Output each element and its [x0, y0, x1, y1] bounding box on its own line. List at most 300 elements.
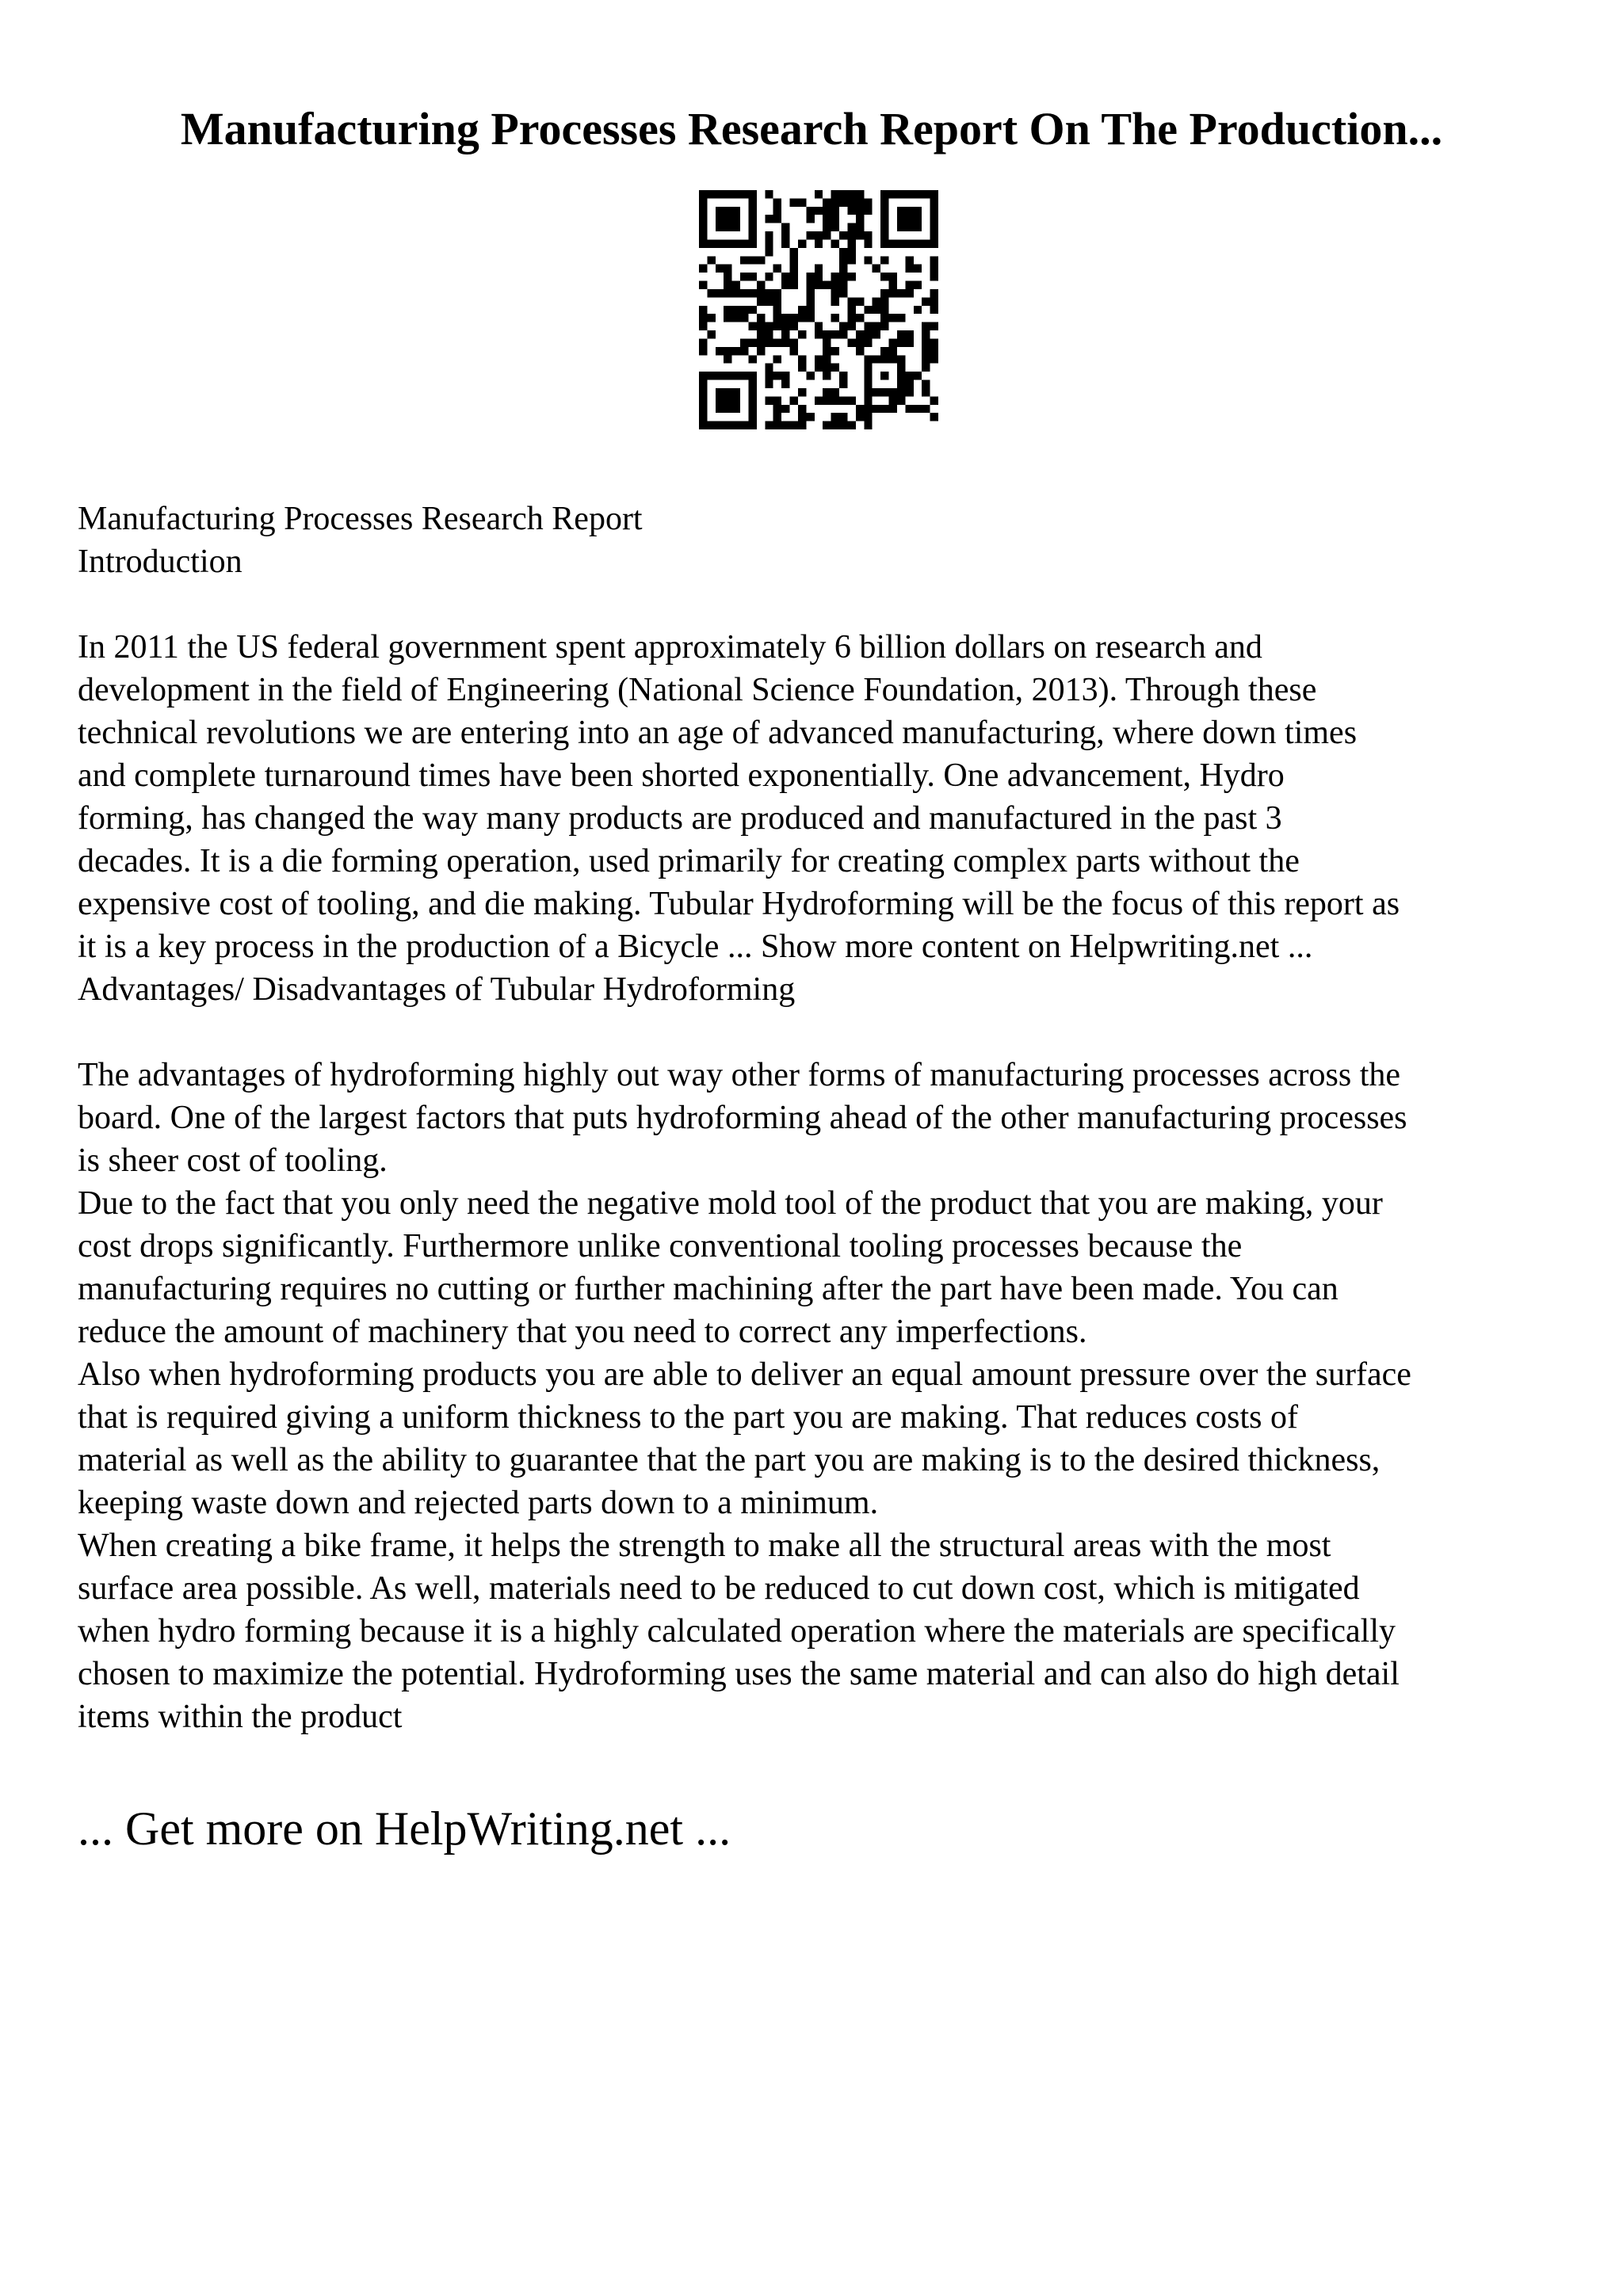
qr-module: [839, 256, 847, 264]
qr-module: [732, 405, 740, 413]
qr-module: [930, 239, 938, 247]
qr-module: [699, 190, 707, 198]
qr-module: [781, 322, 789, 330]
qr-module: [773, 421, 781, 429]
qr-module: [864, 231, 872, 239]
qr-module: [897, 364, 905, 372]
qr-module: [699, 396, 707, 404]
text-line: it is a key process in the production of a Bicycle ... Show more content on Helpwriting.net ...: [78, 929, 1313, 965]
qr-module: [856, 297, 864, 305]
qr-module: [748, 338, 756, 346]
qr-module: [748, 231, 756, 239]
qr-module: [847, 396, 855, 404]
qr-module: [732, 190, 740, 198]
qr-module: [798, 314, 806, 322]
qr-module: [922, 380, 930, 388]
qr-module: [765, 421, 773, 429]
qr-module: [699, 281, 707, 289]
qr-module: [757, 338, 765, 346]
qr-module: [724, 265, 731, 273]
qr-module: [889, 388, 897, 396]
qr-module: [765, 338, 773, 346]
qr-module: [905, 289, 913, 297]
qr-module: [740, 239, 748, 247]
qr-module: [699, 322, 707, 330]
qr-module: [798, 330, 806, 338]
text-line: keeping waste down and rejected parts down to a minimum.: [78, 1485, 879, 1521]
qr-module: [707, 372, 715, 379]
qr-module: [847, 207, 855, 215]
qr-module: [699, 231, 707, 239]
qr-module: [922, 405, 930, 413]
qr-module: [798, 364, 806, 372]
qr-module: [897, 338, 905, 346]
document-title: Manufacturing Processes Research Report On The Production...: [180, 103, 1443, 154]
qr-module: [873, 322, 880, 330]
qr-module: [781, 380, 789, 388]
qr-module: [781, 421, 789, 429]
text-line: manufacturing requires no cutting or further machining after the part have been made. You can: [78, 1271, 1338, 1307]
qr-module: [839, 330, 847, 338]
qr-module: [864, 239, 872, 247]
qr-module: [864, 388, 872, 396]
qr-module: [699, 239, 707, 247]
heading-block: [78, 498, 1560, 583]
qr-module: [806, 289, 814, 297]
qr-module: [815, 190, 823, 198]
text-line: The advantages of hydroforming highly out way other forms of manufacturing processes across the: [78, 1057, 1401, 1093]
qr-module: [897, 223, 905, 231]
qr-module: [716, 396, 724, 404]
qr-module: [748, 207, 756, 215]
qr-module: [740, 256, 748, 264]
qr-module: [847, 190, 855, 198]
qr-module: [732, 396, 740, 404]
qr-module: [880, 388, 888, 396]
qr-module: [798, 306, 806, 314]
qr-module: [765, 273, 773, 280]
qr-module: [905, 265, 913, 273]
qr-module: [905, 388, 913, 396]
qr-module: [773, 322, 781, 330]
qr-module: [864, 306, 872, 314]
qr-module: [757, 322, 765, 330]
qr-module: [724, 273, 731, 280]
qr-module: [740, 190, 748, 198]
qr-module: [831, 413, 839, 421]
qr-module: [757, 256, 765, 264]
qr-module: [889, 281, 897, 289]
qr-module: [748, 322, 756, 330]
qr-module: [748, 405, 756, 413]
qr-module: [889, 396, 897, 404]
qr-module: [765, 239, 773, 247]
document-body: [78, 498, 1560, 1738]
qr-module: [873, 297, 880, 305]
qr-module: [699, 306, 707, 314]
qr-module: [847, 322, 855, 330]
qr-module: [757, 281, 765, 289]
qr-module: [839, 413, 847, 421]
qr-code-icon: [699, 190, 938, 429]
text-line: When creating a bike frame, it helps the strength to make all the structural areas with the most: [78, 1527, 1331, 1564]
qr-module: [724, 372, 731, 379]
qr-module: [781, 231, 789, 239]
qr-module: [897, 330, 905, 338]
qr-module: [922, 388, 930, 396]
qr-module: [707, 239, 715, 247]
qr-module: [724, 421, 731, 429]
qr-module: [905, 223, 913, 231]
qr-module: [699, 405, 707, 413]
qr-module: [823, 372, 831, 379]
qr-module: [880, 231, 888, 239]
qr-module: [839, 231, 847, 239]
qr-module: [748, 273, 756, 280]
qr-module: [905, 405, 913, 413]
text-line: material as well as the ability to guarantee that the part you are making is to the desired thickness,: [78, 1442, 1381, 1478]
qr-module: [781, 239, 789, 247]
qr-module: [699, 347, 707, 355]
qr-module: [905, 256, 913, 264]
qr-module: [930, 306, 938, 314]
qr-module: [707, 330, 715, 338]
qr-module: [773, 355, 781, 363]
qr-module: [914, 239, 922, 247]
qr-module: [847, 297, 855, 305]
qr-module: [790, 273, 798, 280]
qr-module: [856, 338, 864, 346]
qr-module: [765, 297, 773, 305]
qr-module: [930, 338, 938, 346]
qr-module: [823, 355, 831, 363]
qr-module: [823, 281, 831, 289]
qr-module: [757, 289, 765, 297]
qr-module: [806, 297, 814, 305]
text-line: decades. It is a die forming operation, used primarily for creating complex parts without the: [78, 843, 1300, 879]
qr-module: [880, 289, 888, 297]
qr-module: [806, 306, 814, 314]
qr-module: [773, 207, 781, 215]
qr-module: [856, 314, 864, 322]
qr-module: [889, 314, 897, 322]
qr-module: [773, 338, 781, 346]
qr-module: [798, 355, 806, 363]
qr-module: [790, 281, 798, 289]
qr-module: [914, 265, 922, 273]
qr-module: [815, 355, 823, 363]
qr-module: [905, 372, 913, 379]
qr-code-graphic: [699, 190, 938, 429]
qr-module: [864, 380, 872, 388]
qr-module: [732, 281, 740, 289]
qr-module: [790, 396, 798, 404]
qr-module: [905, 330, 913, 338]
qr-module: [773, 372, 781, 379]
qr-module: [699, 413, 707, 421]
qr-module: [823, 215, 831, 223]
qr-module: [930, 297, 938, 305]
qr-module: [707, 289, 715, 297]
qr-module: [880, 347, 888, 355]
qr-module: [856, 223, 864, 231]
qr-module: [922, 322, 930, 330]
qr-module: [864, 364, 872, 372]
qr-module: [905, 190, 913, 198]
qr-module: [790, 248, 798, 256]
qr-module: [864, 355, 872, 363]
qr-module: [790, 322, 798, 330]
heading-line: Introduction: [78, 543, 242, 580]
qr-module: [781, 330, 789, 338]
qr-module: [765, 231, 773, 239]
qr-module: [765, 215, 773, 223]
qr-module: [748, 388, 756, 396]
qr-module: [790, 265, 798, 273]
qr-module: [707, 314, 715, 322]
text-line: surface area possible. As well, materials need to be reduced to cut down cost, which is mitigated: [78, 1570, 1360, 1607]
qr-module: [716, 289, 724, 297]
qr-module: [716, 223, 724, 231]
qr-module: [930, 322, 938, 330]
qr-module: [823, 347, 831, 355]
qr-module: [765, 289, 773, 297]
qr-module: [847, 256, 855, 264]
qr-module: [740, 289, 748, 297]
text-line: technical revolutions we are entering into an age of advanced manufacturing, where down times: [78, 715, 1358, 751]
qr-module: [930, 215, 938, 223]
qr-module: [880, 314, 888, 322]
text-line: board. One of the largest factors that puts hydroforming ahead of the other manufacturing processes: [78, 1100, 1407, 1136]
get-more-link[interactable]: ... Get more on HelpWriting.net ...: [78, 1802, 731, 1855]
qr-module: [781, 372, 789, 379]
qr-module: [839, 289, 847, 297]
qr-module: [716, 190, 724, 198]
qr-module: [880, 322, 888, 330]
qr-module: [831, 289, 839, 297]
qr-module: [831, 207, 839, 215]
qr-module: [864, 372, 872, 379]
qr-module: [873, 306, 880, 314]
section-heading: Advantages/ Disadvantages of Tubular Hydroforming: [78, 971, 796, 1008]
qr-module: [897, 190, 905, 198]
qr-module: [724, 239, 731, 247]
qr-module: [897, 289, 905, 297]
qr-module: [716, 207, 724, 215]
qr-module: [732, 372, 740, 379]
qr-module: [930, 273, 938, 280]
qr-module: [889, 405, 897, 413]
qr-module: [831, 347, 839, 355]
qr-module: [930, 265, 938, 273]
qr-module: [864, 330, 872, 338]
qr-module: [831, 297, 839, 305]
qr-module: [930, 347, 938, 355]
qr-module: [905, 338, 913, 346]
qr-module: [930, 231, 938, 239]
qr-module: [716, 405, 724, 413]
qr-module: [823, 421, 831, 429]
qr-module: [815, 364, 823, 372]
qr-module: [823, 338, 831, 346]
qr-module: [914, 281, 922, 289]
qr-module: [897, 372, 905, 379]
spacer: [78, 1011, 1560, 1054]
qr-module: [873, 355, 880, 363]
text-line: development in the field of Engineering (National Science Foundation, 2013). Through these: [78, 672, 1317, 708]
qr-module: [724, 347, 731, 355]
qr-module: [781, 314, 789, 322]
qr-module: [716, 372, 724, 379]
qr-module: [831, 364, 839, 372]
qr-module: [831, 223, 839, 231]
text-line: and complete turnaround times have been shorted exponentially. One advancement, Hydro: [78, 757, 1285, 794]
qr-module: [699, 265, 707, 273]
qr-module: [839, 421, 847, 429]
qr-module: [748, 421, 756, 429]
qr-module: [724, 190, 731, 198]
text-line: Due to the fact that you only need the negative mold tool of the product that you are making, your: [78, 1185, 1383, 1222]
qr-module: [699, 314, 707, 322]
qr-module: [880, 372, 888, 379]
qr-module: [773, 289, 781, 297]
qr-module: [930, 355, 938, 363]
qr-module: [765, 190, 773, 198]
text-line: reduce the amount of machinery that you need to correct any imperfections.: [78, 1314, 1087, 1350]
qr-module: [740, 421, 748, 429]
qr-module: [897, 388, 905, 396]
qr-module: [880, 207, 888, 215]
qr-module: [732, 289, 740, 297]
text-line: items within the product: [78, 1699, 403, 1735]
qr-module: [798, 239, 806, 247]
qr-module: [748, 239, 756, 247]
qr-module: [815, 322, 823, 330]
qr-module: [757, 347, 765, 355]
qr-module: [781, 223, 789, 231]
qr-module: [831, 190, 839, 198]
qr-module: [873, 405, 880, 413]
qr-module: [889, 338, 897, 346]
qr-module: [847, 198, 855, 206]
text-line: cost drops significantly. Furthermore unlike conventional tooling processes because the: [78, 1228, 1243, 1264]
qr-module: [831, 198, 839, 206]
qr-module: [740, 372, 748, 379]
qr-module: [873, 388, 880, 396]
text-line: is sheer cost of tooling.: [78, 1142, 388, 1179]
qr-module: [930, 256, 938, 264]
qr-module: [839, 198, 847, 206]
qr-module: [856, 231, 864, 239]
qr-module: [856, 207, 864, 215]
qr-module: [790, 256, 798, 264]
qr-module: [773, 198, 781, 206]
qr-module: [839, 281, 847, 289]
qr-module: [740, 314, 748, 322]
qr-module: [806, 273, 814, 280]
qr-module: [930, 198, 938, 206]
qr-module: [699, 207, 707, 215]
qr-module: [889, 190, 897, 198]
qr-module: [773, 396, 781, 404]
qr-module: [914, 190, 922, 198]
qr-module: [748, 223, 756, 231]
qr-module: [699, 421, 707, 429]
qr-module: [922, 347, 930, 355]
qr-module: [922, 330, 930, 338]
qr-module: [732, 314, 740, 322]
qr-module: [748, 198, 756, 206]
qr-module: [856, 413, 864, 421]
qr-module: [748, 380, 756, 388]
qr-module: [847, 338, 855, 346]
qr-module: [765, 364, 773, 372]
qr-module: [773, 297, 781, 305]
qr-module: [864, 396, 872, 404]
qr-module: [773, 215, 781, 223]
qr-module: [922, 338, 930, 346]
qr-module: [880, 256, 888, 264]
qr-module: [831, 421, 839, 429]
heading-line: Manufacturing Processes Research Report: [78, 501, 643, 537]
qr-module: [716, 265, 724, 273]
text-line: Also when hydroforming products you are able to deliver an equal amount pressure over the surface: [78, 1356, 1411, 1393]
qr-module: [773, 405, 781, 413]
qr-module: [831, 396, 839, 404]
qr-module: [724, 355, 731, 363]
qr-module: [732, 223, 740, 231]
qr-module: [831, 273, 839, 280]
text-line: forming, has changed the way many products are produced and manufactured in the past 3: [78, 800, 1282, 837]
qr-module: [864, 413, 872, 421]
qr-module: [856, 198, 864, 206]
qr-module: [748, 372, 756, 379]
qr-module: [864, 405, 872, 413]
text-line: chosen to maximize the potential. Hydroforming uses the same material and can also do high detail: [78, 1656, 1400, 1692]
qr-module: [806, 314, 814, 322]
qr-module: [806, 413, 814, 421]
qr-module: [897, 396, 905, 404]
qr-module: [880, 190, 888, 198]
paragraph-advantages: [78, 1054, 1560, 1738]
qr-module: [847, 223, 855, 231]
qr-module: [790, 338, 798, 346]
qr-module: [773, 306, 781, 314]
qr-module: [781, 405, 789, 413]
qr-module: [748, 215, 756, 223]
qr-module: [930, 396, 938, 404]
qr-module: [740, 338, 748, 346]
qr-module: [748, 355, 756, 363]
qr-module: [748, 396, 756, 404]
qr-module: [732, 239, 740, 247]
qr-module: [732, 421, 740, 429]
qr-module: [897, 239, 905, 247]
qr-module: [724, 396, 731, 404]
qr-module: [831, 330, 839, 338]
qr-module: [748, 190, 756, 198]
qr-module: [806, 281, 814, 289]
qr-module: [823, 231, 831, 239]
qr-module: [716, 215, 724, 223]
qr-module: [806, 215, 814, 223]
qr-module: [905, 239, 913, 247]
qr-module: [889, 355, 897, 363]
qr-module: [748, 289, 756, 297]
qr-module: [889, 239, 897, 247]
qr-module: [914, 372, 922, 379]
qr-module: [815, 396, 823, 404]
